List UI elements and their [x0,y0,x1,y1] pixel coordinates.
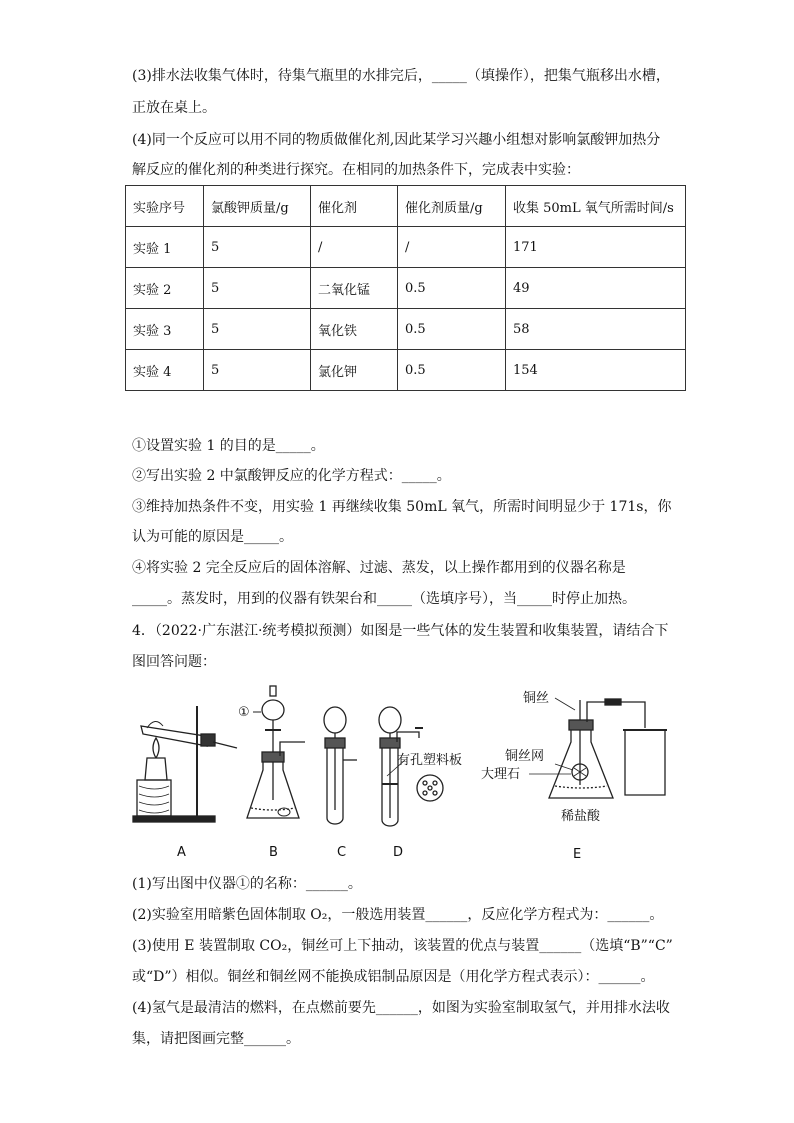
table-row [126,309,686,350]
subquestion-2: ②写出实验 2 中氯酸钾反应的化学方程式：_____。 [132,468,451,484]
copper-wire-label: 铜丝 [523,691,550,706]
table-cell: 5 [204,309,311,350]
subquestion-3-line1: ③维持加热条件不变，用实验 1 再继续收集 50mL 氧气，所需时间明显少于 171s，你 [132,499,672,515]
long-neck-funnel-c [324,707,346,733]
rubber-stopper-e [569,720,593,730]
table-cell: 5 [204,268,311,309]
lamp-flame [153,738,159,758]
question4-intro-line2: 图回答问题： [132,654,216,670]
label-c: C [337,845,347,860]
table-header-cell: 收集 50mL 氧气所需时间/s [506,186,686,227]
clamp [201,734,215,746]
q4-part4-line1: (4)氢气是最清洁的燃料，在点燃前要先______，如图为实验室制取氢气，并用排水法收 [132,1000,670,1016]
q4-part2: (2)实验室用暗紫色固体制取 O₂，一般选用装置______，反应化学方程式为：______。 [132,907,664,923]
table-cell: 5 [204,350,311,391]
apparatus-figure [125,680,685,865]
circle-1-label: ① [238,705,250,720]
delivery-tube-e [587,702,645,728]
delivery-tube-a [213,742,237,748]
copper-mesh-label: 铜丝网 [505,749,545,764]
subquestion-4-line1: ④将实验 2 完全反应后的固体溶解、过滤、蒸发，以上操作都用到的仪器名称是 [132,560,626,576]
q4-text-line1: (4)同一个反应可以用不同的物质做催化剂,因此某学习兴趣小组想对影响氯酸钾加热分 [132,132,661,148]
apparatus-d [379,707,462,860]
table-cell: 154 [506,350,686,391]
marble-label: 大理石 [481,767,521,782]
plate-detail-circle [417,775,443,801]
apparatus-a [133,706,237,860]
table-cell: 0.5 [398,350,506,391]
table-cell: 氧化铁 [311,309,398,350]
table-cell: / [398,227,506,268]
table-cell: 171 [506,227,686,268]
table-row [126,268,686,309]
experiment-table [125,185,686,391]
table-header-row [126,186,686,227]
subquestion-3-line2: 认为可能的原因是_____。 [132,529,293,545]
table-cell: 实验 3 [126,309,204,350]
table-header-cell: 实验序号 [126,186,204,227]
apparatus-b [238,686,305,860]
stopper-c [325,738,345,748]
apparatus-c [324,707,357,860]
table-cell: 氯化钾 [311,350,398,391]
table-cell: 二氧化锰 [311,268,398,309]
label-d: D [393,845,404,860]
subquestion-4-line2: _____。蒸发时，用到的仪器有铁架台和_____（选填序号），当_____时停止加热。 [132,591,636,607]
table-cell: 5 [204,227,311,268]
q4-part4-line2: 集，请把图画完整______。 [132,1031,300,1047]
table-header-cell: 催化剂 [311,186,398,227]
plastic-plate-label: 有孔塑料板 [397,753,463,768]
table-cell: 实验 1 [126,227,204,268]
conical-flask-e [549,728,613,798]
label-b: B [269,845,278,860]
wood-block [137,780,171,816]
alcohol-lamp [145,758,167,780]
separatory-funnel [262,700,284,720]
table-header-cell: 氯酸钾质量/g [204,186,311,227]
q4-text-line2: 解反应的催化剂的种类进行探究。在相同的加热条件下，完成表中实验： [132,162,580,178]
table-row [126,227,686,268]
table-cell: 0.5 [398,268,506,309]
question4-intro-line1: 4．（2022·广东湛江·统考模拟预测）如图是一些气体的发生装置和收集装置，请结合下 [132,623,669,639]
table-header-cell: 催化剂质量/g [398,186,506,227]
q4-part3-line1: (3)使用 E 装置制取 CO₂，铜丝可上下抽动，该装置的优点与装置______（选填“B”“C” [132,938,673,954]
table-cell: 实验 2 [126,268,204,309]
table-cell: 实验 4 [126,350,204,391]
iron-stand-base [133,816,215,822]
dilute-hcl-label: 稀盐酸 [561,809,601,824]
q3-text-line1: (3)排水法收集气体时，待集气瓶里的水排完后，_____（填操作），把集气瓶移出水槽， [132,68,670,84]
table-row [126,350,686,391]
long-neck-funnel-d [379,707,401,733]
table-cell: 0.5 [398,309,506,350]
funnel-stopper [270,686,276,696]
q3-text-line2: 正放在桌上。 [132,100,216,116]
q4-part3-line2: 或“D”）相似。铜丝和铜丝网不能换成铝制品原因是（用化学方程式表示）：______。 [132,969,655,985]
label-e: E [573,847,582,862]
subquestion-1: ①设置实验 1 的目的是_____。 [132,438,325,454]
table-cell: 58 [506,309,686,350]
rubber-connector [605,699,621,705]
table-cell: 49 [506,268,686,309]
label-a: A [177,845,186,860]
apparatus-e [481,690,667,862]
rubber-stopper-b [262,752,284,762]
gas-jar [625,730,665,795]
table-cell: / [311,227,398,268]
q4-part1: (1)写出图中仪器①的名称：______。 [132,876,362,892]
